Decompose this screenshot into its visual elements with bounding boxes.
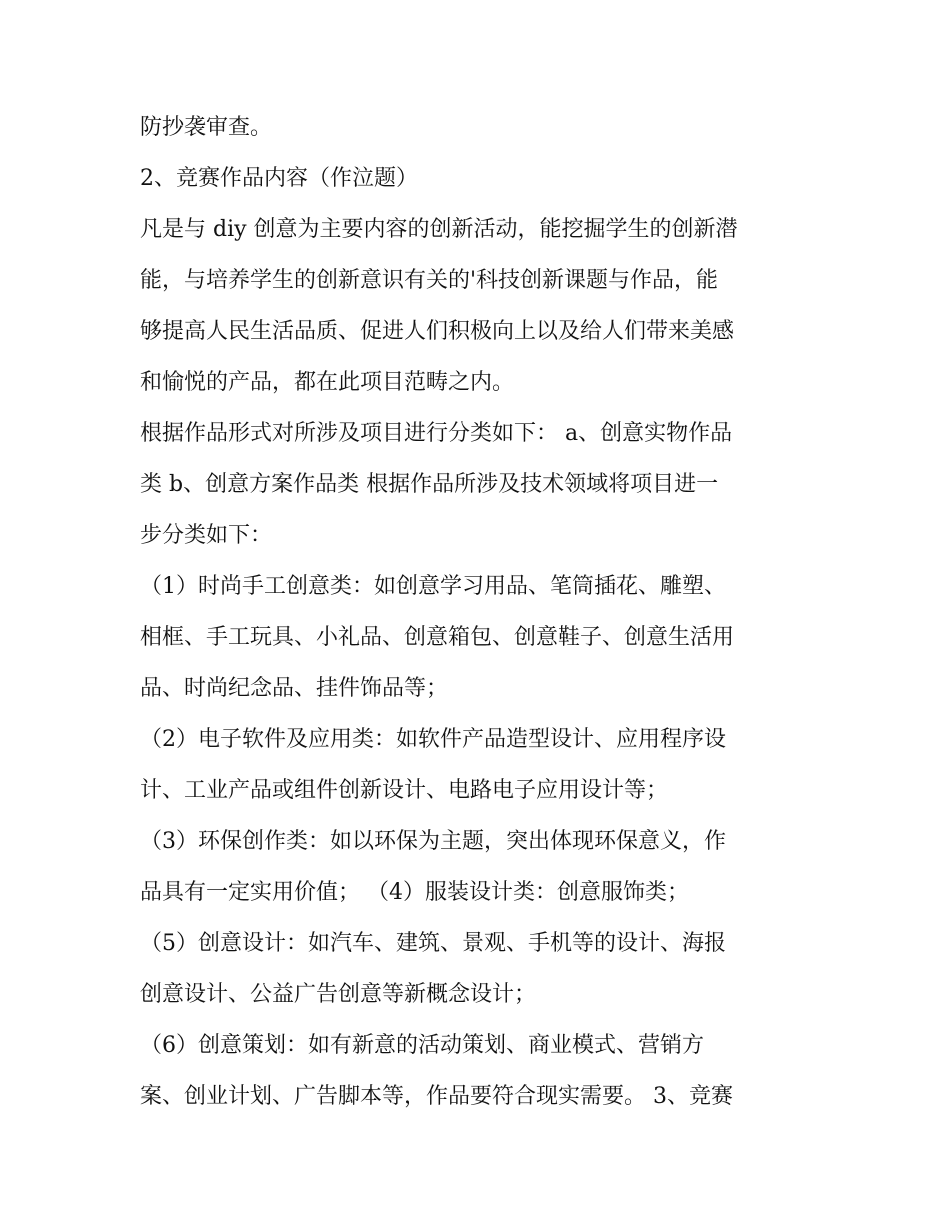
list-item: （1）时尚手工创意类：如创意学习用品、笔筒插花、雕塑、 (140, 574, 726, 599)
text-line: 防抄袭审查。 (140, 115, 273, 140)
document-body (140, 108, 820, 1128)
text-line: 和愉悦的产品，都在此项目范畴之内。 (140, 370, 515, 395)
list-item: （5）创意设计：如汽车、建筑、景观、手机等的设计、海报 (140, 931, 726, 956)
text-line: 品具有一定实用价值； （4）服装设计类：创意服饰类； (140, 880, 689, 905)
text-line: 类 b、创意方案作品类 根据作品所涉及技术领域将项目进一 (140, 472, 719, 497)
list-item: （6）创意策划：如有新意的活动策划、商业模式、营销方 (140, 1033, 704, 1058)
text-line: 案、创业计划、广告脚本等，作品要符合现实需要。 3、竞赛 (140, 1084, 733, 1109)
text-line: 品、时尚纪念品、挂件饰品等； (140, 676, 449, 701)
text-line: 计、工业产品或组件创新设计、电路电子应用设计等； (140, 778, 669, 803)
text-line: 相框、手工玩具、小礼品、创意箱包、创意鞋子、创意生活用 (140, 625, 735, 650)
list-item: （2）电子软件及应用类：如软件产品造型设计、应用程序设 (140, 727, 726, 752)
text-line: 步分类如下： (140, 523, 273, 548)
text-line: 创意设计、公益广告创意等新概念设计； (140, 982, 537, 1007)
list-item: （3）环保创作类：如以环保为主题，突出体现环保意义，作 (140, 829, 726, 854)
text-line: 能，与培养学生的创新意识有关的'科技创新课题与作品，能 (140, 268, 719, 293)
text-line: 凡是与 diy 创意为主要内容的创新活动，能挖掘学生的创新潜 (140, 217, 738, 242)
text-line: 根据作品形式对所涉及项目进行分类如下： a、创意实物作品 (140, 421, 733, 446)
text-line: 够提高人民生活品质、促进人们积极向上以及给人们带来美感 (140, 319, 735, 344)
section-heading: 2、竞赛作品内容（作泣题） (140, 166, 418, 191)
